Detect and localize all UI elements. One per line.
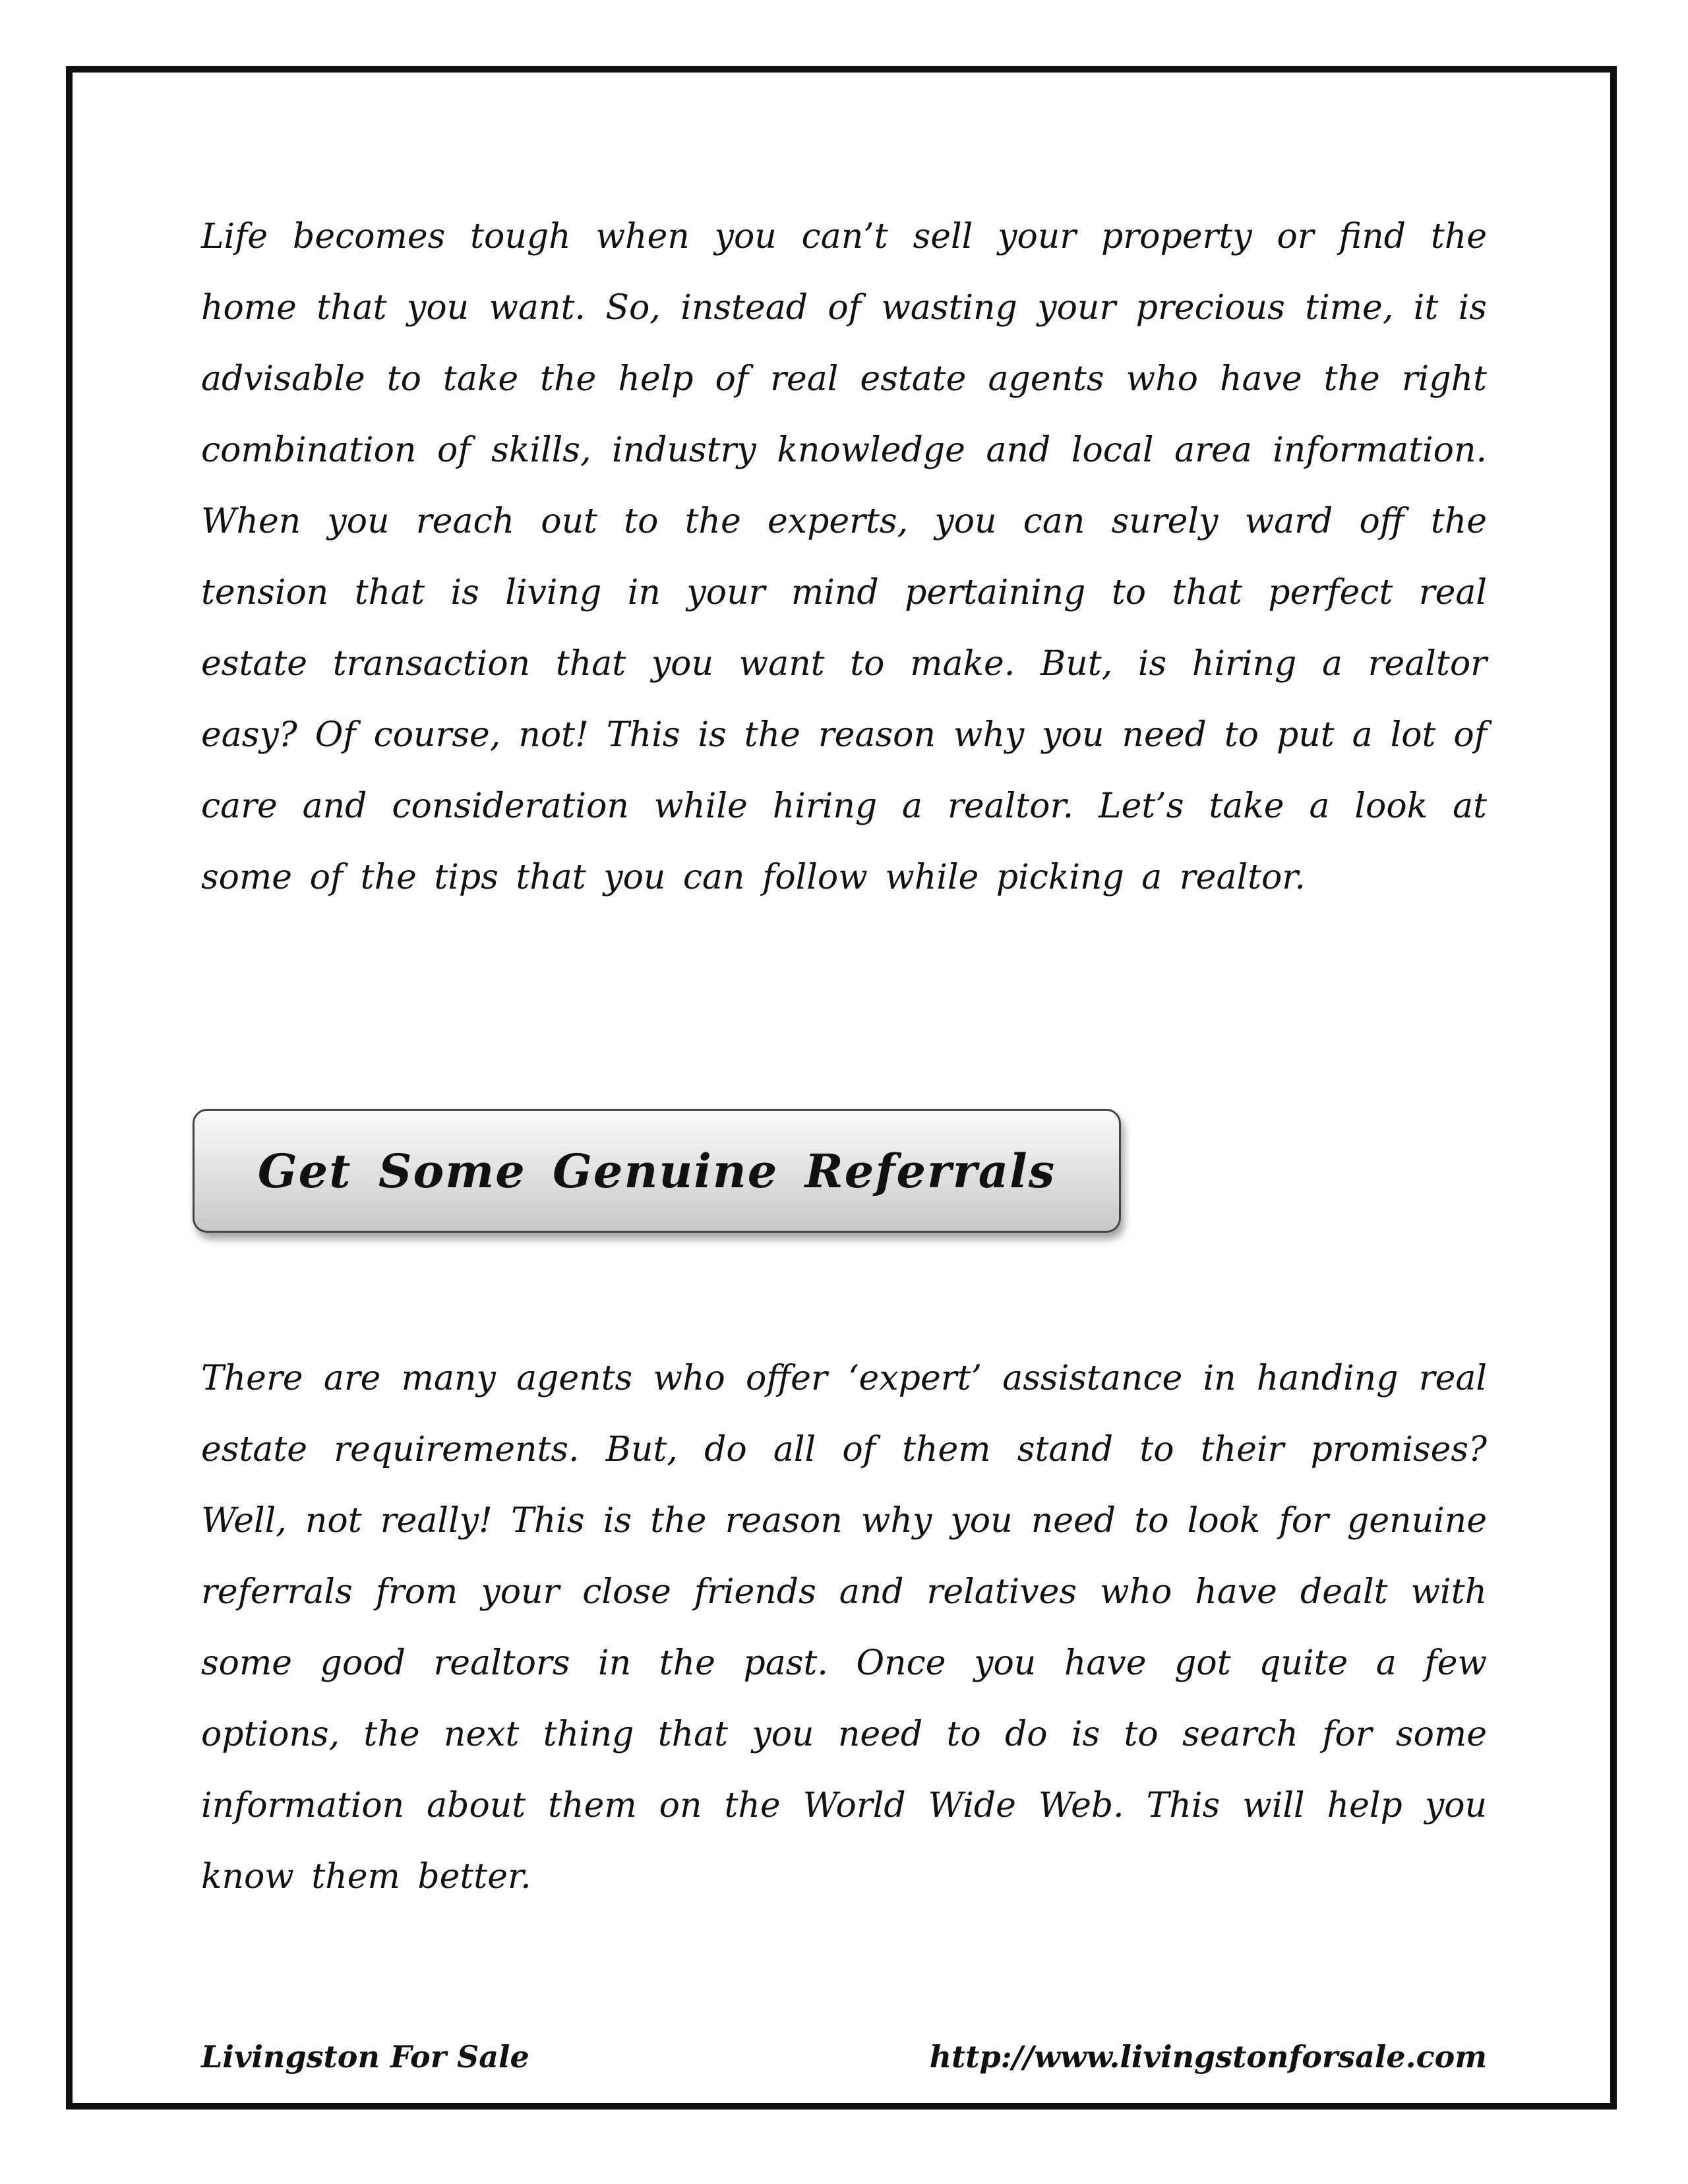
intro-paragraph: Life becomes tough when you can’t sell your property or find the home that you want. So, instead of wasting your precious time, it is advisable to take the help of real estate agents who have the right combination of skills, industry knowledge and local area information. When you reach out to the experts, you can surely ward off the tension that is living in your mind pertaining to that perfect real estate transaction that you want to make. But, is hiring a realtor easy? Of course, not! This is the reason why you need to put a lot of care and consideration while hiring a realtor. Let’s take a look at some of the tips that you can follow while picking a realtor. (201, 217, 1487, 897)
section-paragraph: There are many agents who offer ‘expert’ assistance in handing real estate requirements. But, do all of them stand to their promises? Well, not really! This is the reason why you need to look for genuine referrals from your close friends and relatives who have dealt with some good realtors in the past. Once you have got quite a few options, the next thing that you need to do is to search for some information about them on the World Wide Web. This will help you know them better. (201, 1359, 1487, 1897)
section-heading-box (193, 1109, 1121, 1233)
section-heading: Get Some Genuine Referrals (257, 1143, 1056, 1198)
footer-url: http://www.livingstonforsale.com (929, 2039, 1487, 2075)
footer-site-name: Livingston For Sale (201, 2039, 529, 2075)
